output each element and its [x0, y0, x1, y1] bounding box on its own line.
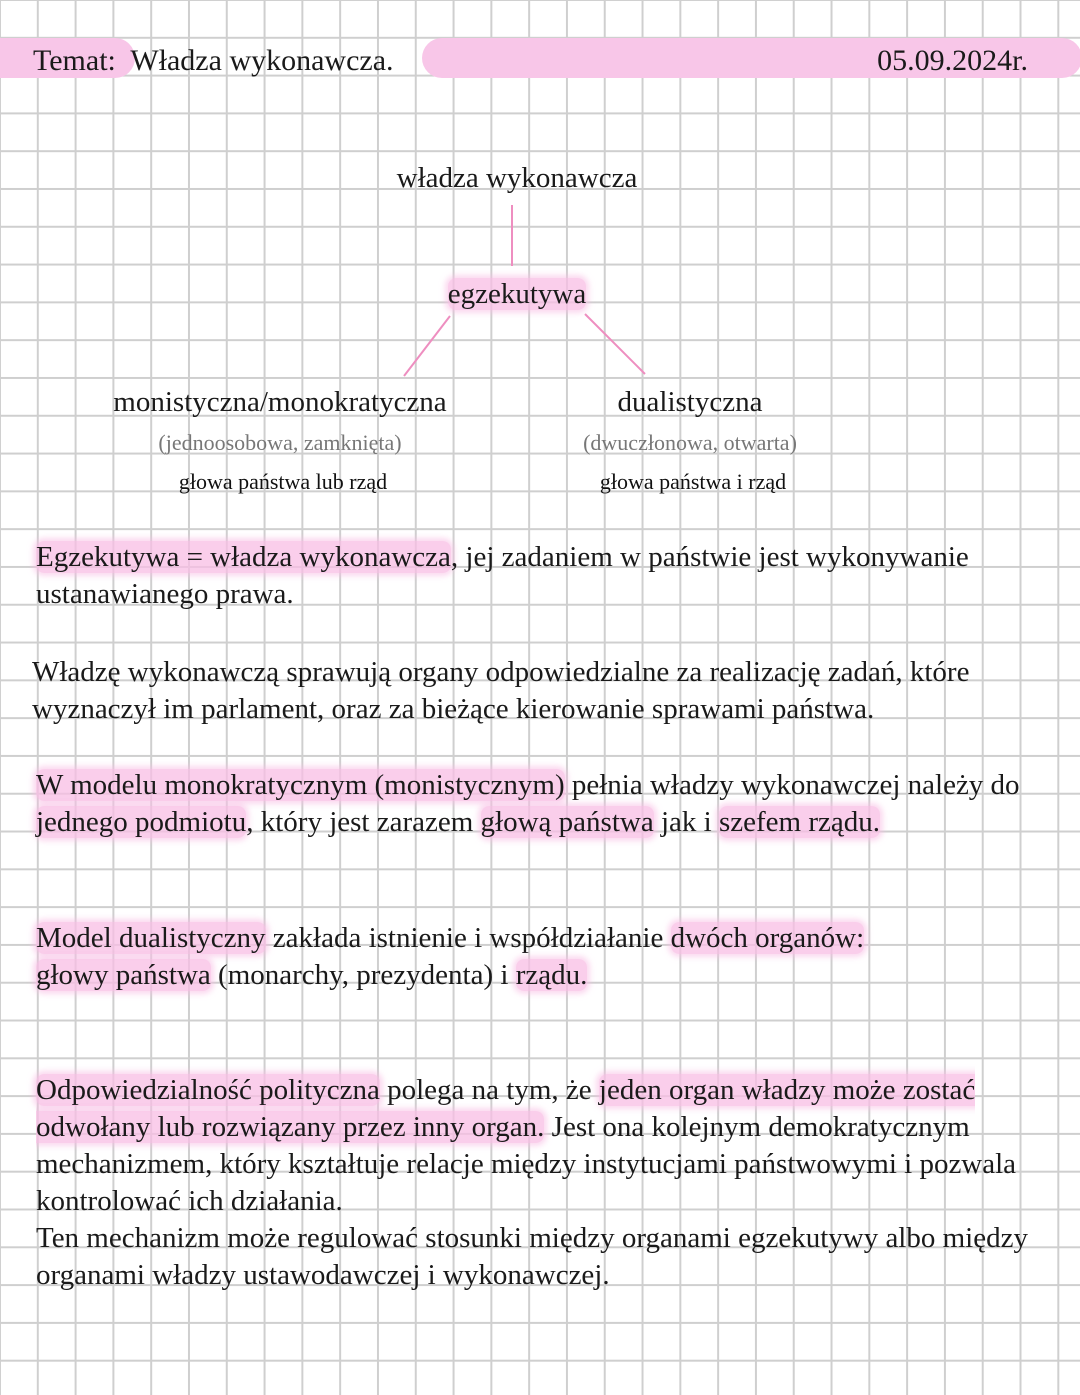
date: 05.09.2024r. [877, 44, 1028, 77]
text: pełnia władzy wykonawczej należy do [564, 769, 1020, 801]
diagram-root: władza wykonawcza [396, 162, 638, 194]
text: , który jest zarazem [246, 806, 481, 838]
text: jak i [653, 806, 719, 838]
highlight: Odpowiedzialność polityczna [36, 1074, 380, 1106]
highlight: głowy państwa [36, 959, 211, 991]
highlight: jeden organ władzy może zostać odwołany lub rozwiązany przez inny organ. [36, 1074, 976, 1143]
highlight: jednego podmiotu [36, 806, 247, 838]
text: Ten mechanizm może regulować stosunki między organami egzekutywy albo między organami władzy ustawodawczej i wykonawczej. [36, 1222, 1028, 1291]
highlight: Model dualistyczny [36, 922, 266, 954]
highlight: rządu. [515, 959, 588, 991]
highlight: W modelu monokratycznym (monistycznym) [36, 769, 565, 801]
diagram-middle [312, 278, 722, 311]
paragraph-organs: Władzę wykonawczą sprawują organy odpowiedzialne za realizację zadań, które wyznaczył im parlament, oraz za bieżące kierowanie sprawami państwa. [32, 656, 970, 725]
diagram-middle-label: egzekutywa [447, 278, 587, 310]
paragraph-responsibility [36, 1072, 1046, 1294]
connector-right [585, 314, 645, 374]
diagram-right-holder: głowa państwa i rząd [599, 469, 787, 494]
paragraph-monocratic [36, 767, 1036, 841]
text: , jej zadaniem w państwie jest wykonywanie ustanawianego prawa. [36, 541, 969, 610]
paragraph-dualistic [36, 920, 996, 994]
text: (monarchy, prezydenta) i [210, 959, 516, 991]
diagram-right-title: dualistyczna [617, 386, 763, 418]
text: zakłada istnienie i współdziałanie [265, 922, 671, 954]
diagram-right-desc: (dwuczłonowa, otwarta) [583, 430, 797, 455]
highlight: Egzekutywa = władza wykonawcza [36, 541, 451, 573]
topic-label: Temat: [33, 44, 116, 77]
highlight: dwóch organów: [670, 922, 865, 954]
diagram-left-desc: (jednoosobowa, zamknięta) [158, 430, 402, 455]
diagram-left-title: monistyczna/monokratyczna [113, 386, 447, 418]
highlight: szefem rządu. [718, 806, 880, 838]
diagram-left-holder: głowa państwa lub rząd [178, 469, 388, 494]
text: polega na tym, że [379, 1074, 599, 1106]
diagram-connectors [0, 0, 1080, 400]
paragraph-definition [36, 539, 1076, 613]
topic-title: Władza wykonawcza. [130, 44, 394, 77]
connector-left [404, 316, 450, 376]
highlight: głową państwa [480, 806, 654, 838]
text: Jest ona kolejnym demokratycznym mechanizmem, który kształtuje relacje między instytucjami państwowymi i pozwala kontrolować ich działania. [36, 1111, 1017, 1217]
